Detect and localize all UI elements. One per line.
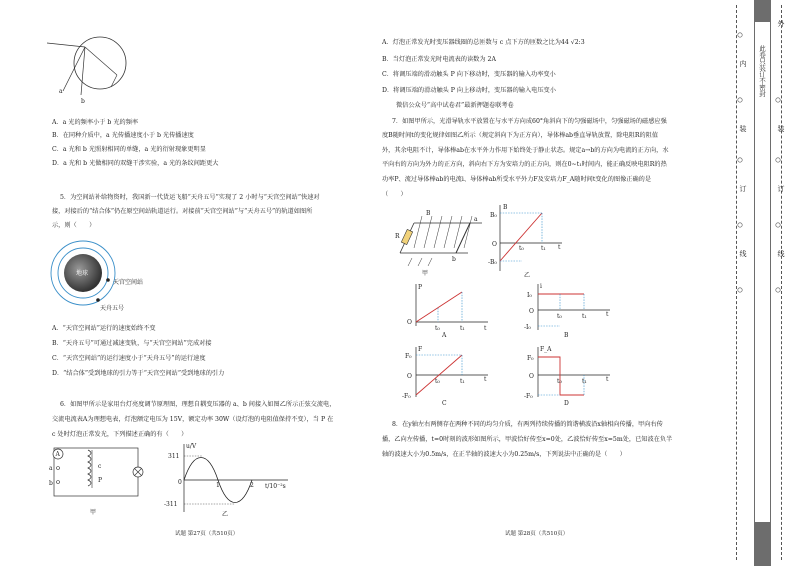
q8-stem-line: 8．在y轴左右两侧存在两种不同的均匀介质，有两列持续传播的简谐横波沿x轴相向传播，甲向右传 <box>392 421 663 428</box>
q5-station-label: 天宫空间站 <box>113 279 144 286</box>
q4-option-c: C．a 光和 b 光照射相同的单缝，a 光的衍射现象更明显 <box>52 146 206 153</box>
q6-tick-2: 2 <box>250 482 254 489</box>
q7-t-axis: t <box>558 244 561 251</box>
q7-label-R: R <box>395 233 400 240</box>
q6-voltage-graph <box>160 442 300 517</box>
q5-option-a: A．“天宫空间站”运行的速度始终不变 <box>52 325 156 332</box>
q6-label-b: b <box>49 480 53 487</box>
q7-label-jia: 甲 <box>422 270 429 277</box>
q6-u-min: -311 <box>164 501 178 508</box>
q6-option-d: D．将调压端的滑动触头 P 向上移动时，变压器的输入电压变小 <box>382 87 556 94</box>
q6-circuit-wire <box>54 448 138 496</box>
q5-station-dot <box>106 278 110 282</box>
q7-stem-line: 功率P、流过导体棒ab的电流i、导体棒ab所受水平外力F及安培力F_A随时间t变化的图像正确的是 <box>382 176 652 183</box>
q8-stem-line: 轴的波速大小为0.5m/s，在正半轴的波速大小为0.25m/s，下列说法中正确的是（ ） <box>382 451 626 458</box>
q7-label-a: a <box>474 216 478 223</box>
binding-right-char-xian: 线 <box>777 250 785 257</box>
q7-B-axis: B <box>503 204 508 211</box>
q5-option-b: B．“天舟五号”可通过减速变轨，与“天宫空间站”完成对接 <box>52 340 212 347</box>
binding-left-char-zhuang: 装 <box>739 125 747 132</box>
q7d-t-axis: t <box>606 376 609 383</box>
binding-margin <box>733 0 800 566</box>
q7a-label: A <box>442 332 447 339</box>
q7d-t0: t₀ <box>557 378 562 385</box>
binding-hole-marks <box>733 0 800 566</box>
q7-t0: t₀ <box>519 245 524 252</box>
q7b-negI0: -I₀ <box>524 324 531 331</box>
q7a-t-axis: t <box>484 325 487 332</box>
q4-incident-ray <box>47 43 85 47</box>
q4-label-a: a <box>59 88 63 95</box>
q7-B-line <box>500 213 542 261</box>
binding-right-char-zhuang: 装 <box>777 125 785 132</box>
q7-option-D-graph <box>524 345 614 405</box>
q7-stem-line: 外，其余电阻不计，导体棒ab在水平外力作用下始终处于静止状态。规定a→b的方向为电流的正方向，水 <box>382 147 669 154</box>
q7-option-A-graph <box>402 282 492 337</box>
watermark-text: 微信公众号“高中试卷君”最新押题卷联考卷 <box>396 102 514 109</box>
left-page-footer: 试题 第27页（共510页） <box>175 531 239 537</box>
q7a-t0: t₀ <box>435 325 440 332</box>
q5-ship-dot <box>96 298 100 302</box>
q7-B0: B₀ <box>490 212 497 219</box>
q7-stem-line: 7．如图甲所示，光滑导轨水平放置在与水平方向成60°角斜向下的匀强磁场中，匀强磁场的磁感应强 <box>392 118 667 125</box>
q7a-t1: t₁ <box>460 325 465 332</box>
q7b-t1: t₁ <box>582 313 587 320</box>
q5-figure <box>50 240 160 320</box>
q7-origin: O <box>492 241 497 248</box>
q4-figure <box>45 35 135 105</box>
q6-u-max: 311 <box>168 453 180 460</box>
q4-option-b: B．在同种介质中，a 光传播速度小于 b 光传播速度 <box>52 132 194 139</box>
q6-option-c: C．将调压端的滑动触头 P 向下移动时，变压器的输入功率变小 <box>382 71 556 78</box>
q7-label-b: b <box>452 256 456 263</box>
q6-origin: 0 <box>178 479 182 486</box>
binding-left-char-nei: 内 <box>739 60 747 67</box>
q7-negB0: -B₀ <box>488 259 497 266</box>
right-page-footer: 试题 第28页（共510页） <box>505 531 569 537</box>
q7-option-B-graph <box>524 282 614 337</box>
q7c-t-axis: t <box>484 376 487 383</box>
q7c-t0: t₀ <box>435 378 440 385</box>
q6-tick-1: 1 <box>216 482 220 489</box>
q6-label-c: c <box>98 463 102 470</box>
q5-stem-line: 示，则（ ） <box>52 222 96 229</box>
q5-option-c: C．“天宫空间站”的运行速度小于“天舟五号”的运行速度 <box>52 355 206 362</box>
q6-option-a: A．灯泡正常发光时变压器线圈的总匝数与 c 点下方的匝数之比为44 √2:3 <box>382 39 585 46</box>
q4-label-b: b <box>81 98 85 105</box>
q6-label-p: P <box>98 477 103 484</box>
q7b-origin: O <box>529 308 534 315</box>
q7c-label: C <box>442 400 447 407</box>
q7-resistor <box>401 229 412 244</box>
q7-B-graph <box>488 203 568 278</box>
q7d-label: D <box>564 400 569 407</box>
q7b-t-axis: t <box>606 311 609 318</box>
q6-coil <box>88 450 91 486</box>
q7-option-C-graph <box>402 345 492 405</box>
q5-stem-line: 5．为空间站补给物资时，我国新一代货运飞船“天舟五号”实现了 2 小时与“天宫空间站”快速对 <box>60 194 320 201</box>
q6-label-yi: 乙 <box>222 511 229 518</box>
q8-stem-line: 播，乙向左传播，t=0时刻的波形如图所示，甲波恰好传至x=0处，乙波恰好传至x=5m处，已知波在负半 <box>382 436 673 443</box>
q4-option-a: A．a 光的频率小于 b 光的频率 <box>52 119 139 126</box>
q7-label-yi: 乙 <box>524 272 531 279</box>
q4-option-d: D．a 光和 b 光做相同的双缝干涉实验，a 光的条纹间距更大 <box>52 160 219 167</box>
q7-stem-line: 平向右的方向为外力的正方向，斜向右下方为安培力的正方向，则在0~t₁时间内，能正确反映电阻R的热 <box>382 161 667 168</box>
binding-left-char-xian: 线 <box>739 250 747 257</box>
q7-label-B: B <box>426 210 431 217</box>
q7b-label: B <box>564 332 569 339</box>
q7d-F0: F₀ <box>527 355 534 362</box>
q7b-t0: t₀ <box>557 313 562 320</box>
q7a-origin: O <box>407 319 412 326</box>
q6-stem-line: c 处时灯泡正常发光，下列描述正确的有（ ） <box>52 431 188 438</box>
q7c-F-axis: F <box>418 346 423 353</box>
q5-option-d: D．“结合体”受到地球的引力等于“天宫空间站”受到地球的引力 <box>52 370 225 377</box>
q5-earth-label: 地球 <box>76 270 89 277</box>
q6-ammeter-label: A <box>55 451 60 458</box>
q7c-negF0: -F₀ <box>402 393 411 400</box>
q7-rod-ab <box>456 223 470 253</box>
q6-stem-line: 交流电流表A为理想电表，灯泡额定电压为 15V，额定功率 30W（设灯泡的电阻值保持不变），当 P 在 <box>52 416 334 423</box>
q7-stem-line: 度B随时间t的变化规律如图乙所示（规定斜向下为正方向），导体棒ab垂直导轨放置，除电阻R的阻值 <box>382 132 659 139</box>
q7-t1: t₁ <box>541 245 546 252</box>
q6-label-jia: 甲 <box>90 509 97 516</box>
q7b-i-axis: i <box>540 283 542 290</box>
q7c-F0: F₀ <box>405 353 412 360</box>
q7-rail-figure <box>392 208 487 278</box>
q6-u-axis-label: u/V <box>186 443 197 450</box>
binding-right-char-ding: 订 <box>777 185 785 192</box>
q7-stem-line: （ ） <box>382 191 407 198</box>
binding-right-char-wai: 外 <box>777 20 785 27</box>
q6-label-a: a <box>49 465 53 472</box>
q7d-negF0: -F₀ <box>524 393 533 400</box>
q7d-FA-axis: F_A <box>540 346 552 353</box>
q7d-origin: O <box>529 373 534 380</box>
q6-circuit-figure <box>48 442 158 517</box>
q5-stem-line: 接，对接后的“结合体”仍在原空间站轨道运行。对接前“天宫空间站”与“天舟五号”的轨道如图所 <box>52 208 313 215</box>
q5-ship-label: 天舟五号 <box>100 305 125 312</box>
q7a-P-axis: P <box>418 284 423 291</box>
q7b-I0: I₀ <box>527 292 532 299</box>
q6-stem-line: 6．如图甲所示是家用台灯亮度调节原理图，理想自耦变压器的 a、b 间接入如图乙所示正弦交流电， <box>60 401 336 408</box>
binding-left-char-ding: 订 <box>739 185 747 192</box>
q4-inner-ray <box>85 47 117 75</box>
binding-notice: 此卷只装订不密封 <box>758 45 766 97</box>
q7d-t1: t₁ <box>582 378 587 385</box>
q6-t-axis-label: t/10⁻²s <box>265 483 286 490</box>
q7c-origin: O <box>407 373 412 380</box>
q7c-t1: t₁ <box>460 378 465 385</box>
q6-option-b: B．当灯泡正常发光时电流表的读数为 2A <box>382 56 496 63</box>
